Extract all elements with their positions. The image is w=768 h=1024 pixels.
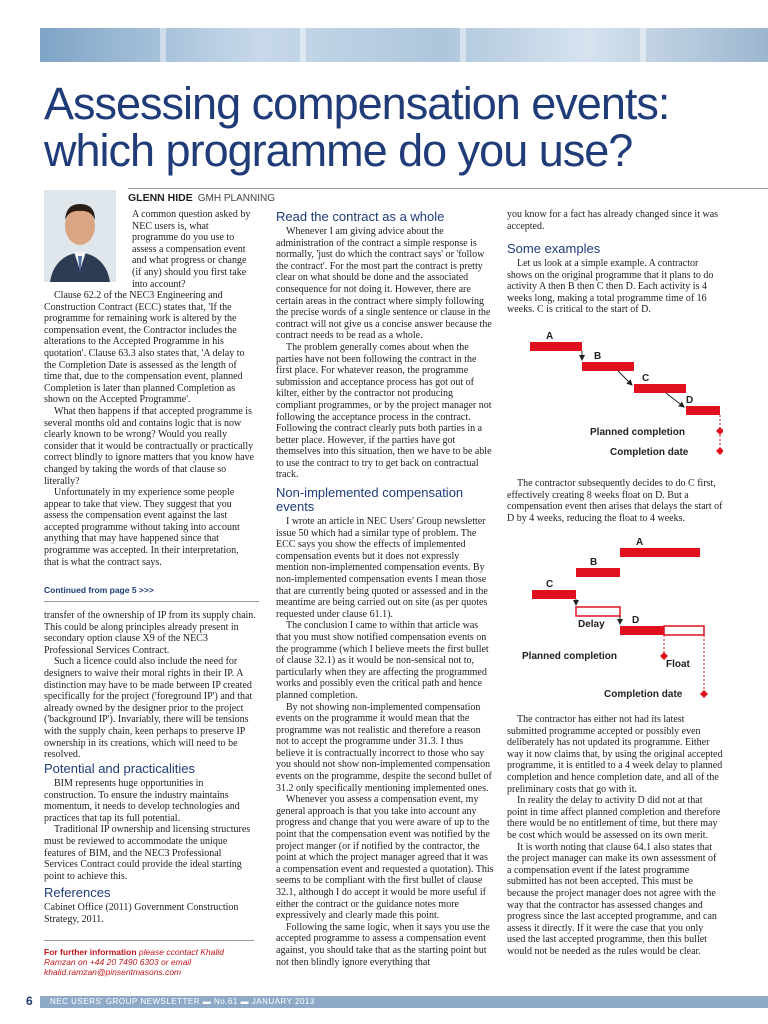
author-org: GMH PLANNING <box>197 193 275 204</box>
label-planned-completion: Planned completion <box>522 651 618 662</box>
paragraph: Let us look at a simple example. A contractor shows on the original programme that it plans to do activity A then B then C then D. Each activity is 4 weeks long, making a total programme time of 16 weeks. C is critical to the start of D. <box>507 258 714 316</box>
header-banner-image <box>40 28 768 62</box>
label-a: A <box>636 537 644 548</box>
paragraph: Following the same logic, when it says you use the accepted programme to assess a compensation event against, you should take that as the starting point but not then blindly ignore everything that <box>276 921 490 968</box>
references-list <box>44 902 256 925</box>
further-information <box>44 940 254 977</box>
label-delay: Delay <box>578 619 605 630</box>
bar-activity-c <box>634 384 686 393</box>
heading-potential: Potential and practicalities <box>44 761 196 776</box>
label-a: A <box>546 331 554 342</box>
paragraph: It is worth noting that clause 64.1 also states that the project manager can make its own assessment of a compensation event if the latest programme submitted has not been accepted. This must be because the project manager does not agree with the way that the contractor has assessed changes and progress since the last accepted programme, and can assess it directly. If it were the case that you only used the last accepted programme, then this bullet would not be needed as the rules would be clear. <box>507 841 717 957</box>
footer-bar <box>40 996 768 1008</box>
completion-date-marker <box>716 447 723 455</box>
paragraph: The conclusion I came to within that article was that you must show notified compensation events on the programme (which I believe meets the first bullet of clause 32.1) as it would be non-sensical not to, particularly when they are affecting the programmed works and possibly even the critical path and hence planned completion. <box>276 620 489 701</box>
column-1-continued-text <box>44 610 256 761</box>
heading-read-contract: Read the contract as a whole <box>276 209 445 224</box>
label-b: B <box>594 351 602 362</box>
paragraph: Clause 62.2 of the NEC3 Engineering and Construction Contract (ECC) states that, 'If the programme for remaining work is altered by the compensation event, the Contractor includes the alterations to the Accepted Programme in his quotation'. Clause 63.3 also states that, 'A delay to the Completion Date is assessed as the length of time that, due to the compensation event, planned Completion is later than planned Completion as shown on the Accepted Programme'. <box>44 290 245 406</box>
completion-date-marker <box>700 690 708 698</box>
info-label: For further information <box>44 947 137 957</box>
paragraph: The problem generally comes about when the parties have not been following the contract in the first place. For whatever reason, the programme submission and acceptance process has got out of kilter, either by the contractor not producing compliant programmes, or by the project manager not following the acceptance process in the contract. Following the contract clearly puts both parties in a better place. However, if the parties have got themselves into this situation, then we have to be able to use the contract to try to get back on contractual track. <box>276 341 492 481</box>
paragraph: The contractor subsequently decides to do C first, effectively creating 8 weeks float on D. But a compensation event then arises that delays the start of D by 4 weeks, reducing the float to 4 weeks. <box>507 478 723 524</box>
paragraph: Whenever you assess a compensation event, my general approach is that you take into account any progress and change that you were aware of up to the point that the compensation event was notified by the project manger (or if notified by the contractor, the point at which the project manager agreed that it was a compensation event and requested a quotation). This seems to be compliant with the first bullet of clause 32.1, although I do accept it would be more useful if either the contract or the guidance notes more expressively and clearly made this point. <box>276 794 494 922</box>
link-b-c <box>618 371 632 385</box>
footer-text: NEC USERS' GROUP NEWSLETTER ▬ No.61 ▬ JANUARY 2013 <box>50 997 315 1006</box>
title-line-2: which programme do you use? <box>44 125 633 176</box>
column-3-text-a <box>507 258 723 316</box>
label-completion-date: Completion date <box>604 689 683 700</box>
label-float: Float <box>666 659 690 670</box>
page-footer <box>0 994 768 1010</box>
paragraph: In reality the delay to activity D did not at that point in time affect planned completion and therefore there would be no entitlement of time, but there may be cost which would be assessed on its own merit. <box>507 795 721 841</box>
column-3-top-text <box>507 209 723 232</box>
paragraph: BIM represents huge opportunities in construction. To ensure the industry maintains momentum, it needs to develop technologies and practices that tap its full potential. <box>44 778 240 824</box>
bar-activity-b <box>576 568 620 577</box>
intro-text-block <box>132 209 254 290</box>
label-planned-completion: Planned completion <box>590 427 686 438</box>
label-d: D <box>686 395 694 406</box>
author-photo <box>44 190 116 282</box>
paragraph: transfer of the ownership of IP from its supply chain. This could be along principles already present in secondary option clause X9 of the NEC3 Professional Services Contract. <box>44 610 256 656</box>
column-2-text <box>276 226 494 481</box>
paragraph: The contractor has either not had its latest submitted programme accepted or possibly even deliberately has not updated its programme. Either way it now claims that, by using the original accepted programme, it is entitled to a 4 week delay to planned completion and hence completion date, and all of the preliminary costs that go with it. <box>507 714 723 795</box>
info-contact[interactable]: please ccontact Khalid Ramzan on +44 20 7490 6303 or email khalid.ramzan@pinsentmasons.com <box>44 947 224 977</box>
programme-diagram-original <box>528 330 723 462</box>
planned-completion-marker <box>716 427 723 435</box>
continued-note[interactable]: Continued from page 5 >>> <box>44 585 259 602</box>
label-b: B <box>590 557 598 568</box>
paragraph: I wrote an article in NEC Users' Group newsletter issue 50 which had a similar type of problem. The ECC says you show the effects of implemented compensation events but it does not expressly mention non-implemented compensation events. By non-implemented compensation events I mean those that are currently being quoted or assessed and in the meantime are being carried out on site (as per quotes requested under clause 61.1). <box>276 516 488 620</box>
label-c: C <box>546 579 554 590</box>
page-number: 6 <box>26 994 33 1008</box>
column-1-potential-text <box>44 778 256 882</box>
bar-float <box>664 626 704 635</box>
byline <box>128 188 768 204</box>
bar-activity-d <box>686 406 720 415</box>
bar-activity-c <box>532 590 576 599</box>
bar-activity-d <box>620 626 664 635</box>
intro-paragraph: A common question asked by NEC users is, what programme do you use to assess a compensation event and what progress or change (if any) should you first take into account? <box>132 209 251 290</box>
paragraph: Traditional IP ownership and licensing structures must be reviewed to accommodate the unique features of BIM, and the NEC3 Professional Services Contract could provide the ideal starting point to achieve this. <box>44 824 251 882</box>
paragraph: Such a licence could also include the need for designers to waive their moral rights in their IP. A distinction may have to be made between IP created specifically for the project ('foreground IP') and that already owned by the designer prior to the project ('background IP'). Invariably, there will be tensions with the supply chain, keen perhaps to preserve IP ownership in its creations, which will need to be resolved. <box>44 656 253 761</box>
label-d: D <box>632 615 640 626</box>
column-3-text-c <box>507 714 723 957</box>
paragraph: Unfortunately in my experience some people appear to take that view. They suggest that you assess the compensation event against the last accepted programme without taking into account anything that may have happened since that programme was accepted. In their interpretation, that is what the contract says. <box>44 487 240 568</box>
reference-item: Cabinet Office (2011) Government Construction Strategy, 2011. <box>44 902 239 925</box>
label-c: C <box>642 373 650 384</box>
paragraph: Whenever I am giving advice about the administration of the contract a simple response is normally, 'just do which the contract says' or 'follow the contract'. For the most part the contract is pretty clear on what should be done and the associated consequence for not doing it. However, there are certain areas in the contract where simply following the precise words of a single sentence or clause in the contract will not give us a concise answer because the contract needs to be read as a whole. <box>276 226 492 342</box>
author-name: GLENN HIDE <box>128 192 193 204</box>
column-3-text-b <box>507 478 723 524</box>
column-2-text-b <box>276 516 494 968</box>
column-1-text <box>44 290 256 568</box>
article-title <box>44 80 744 174</box>
heading-some-examples: Some examples <box>507 241 601 256</box>
bar-activity-a <box>620 548 700 557</box>
heading-references: References <box>44 885 111 900</box>
bar-delay <box>576 607 620 616</box>
link-c-d <box>666 393 684 407</box>
paragraph: By not showing non-implemented compensation events on the programme it would mean that the programme was not realistic and therefore a reason not to accept the programme under 31.3. I thus believe it is contractually incorrect to those who say you should not show non-implemented compensation events on the programme, despite the second bullet of 31.2 only specifically mentioning implemented ones. <box>276 701 492 794</box>
bar-activity-a <box>530 342 582 351</box>
paragraph: you know for a fact has already changed since it was accepted. <box>507 209 719 232</box>
bar-activity-b <box>582 362 634 371</box>
label-completion-date: Completion date <box>610 447 689 458</box>
title-line-1: Assessing compensation events: <box>44 78 670 129</box>
paragraph: What then happens if that accepted programme is several months old and contains logic that is now clearly known to be wrong? Would you really consider that it would be contractually or practically correct blindly to ignore matters that you know have changed by taking the words of that clause so literally? <box>44 405 254 487</box>
programme-diagram-revised <box>518 534 723 704</box>
heading-non-implemented: Non-implemented compensation events <box>276 485 464 514</box>
